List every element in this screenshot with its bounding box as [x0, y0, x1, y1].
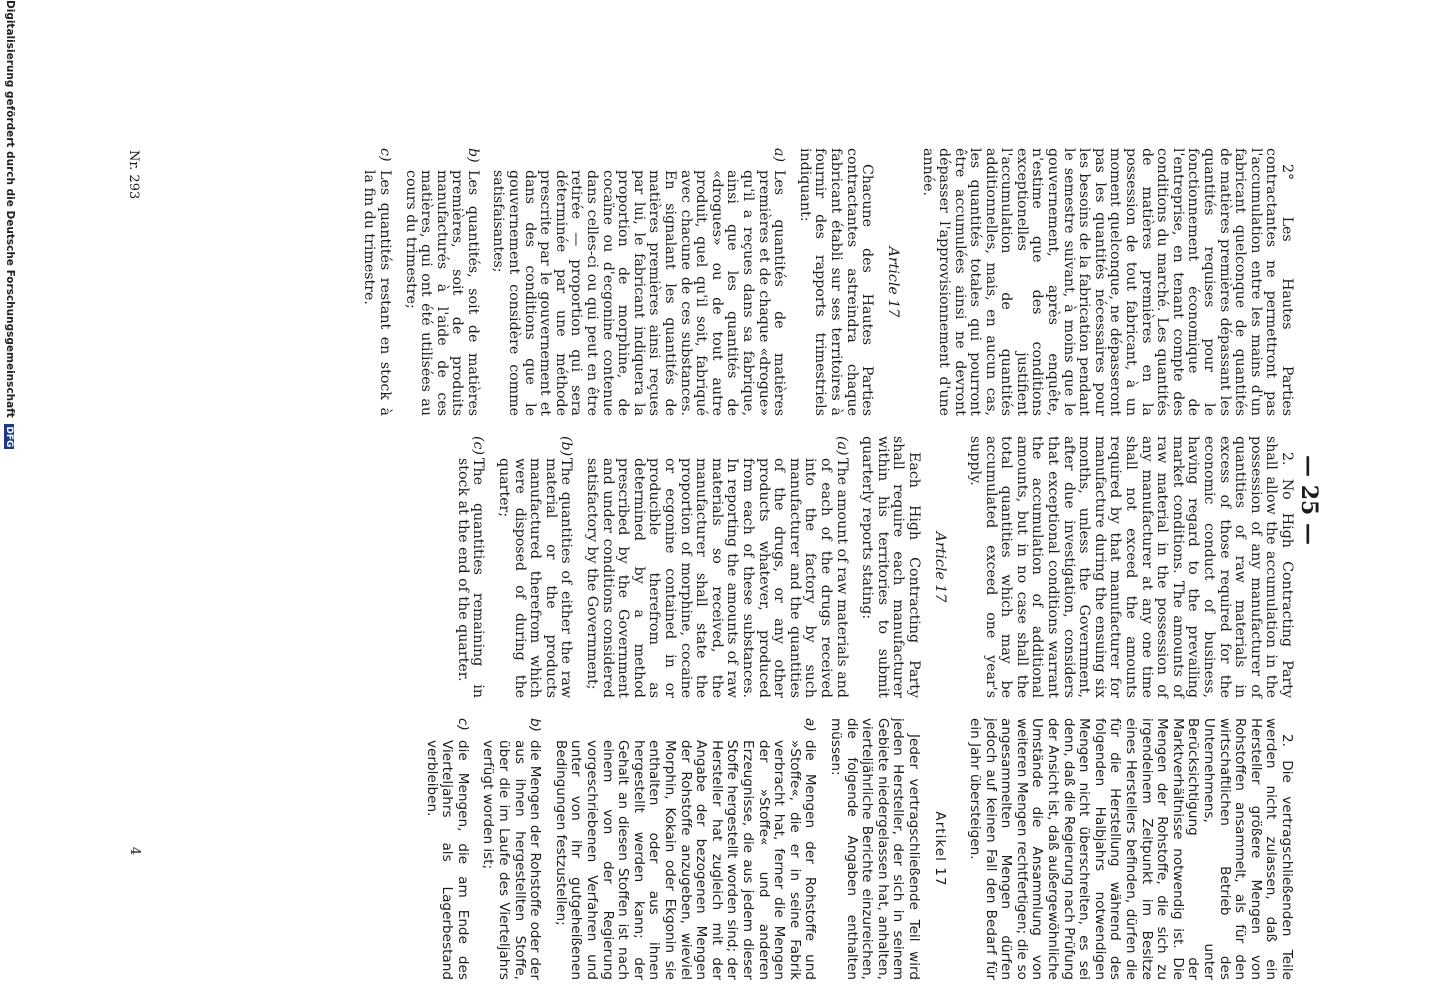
item-label: b) — [527, 718, 544, 732]
german-column — [423, 718, 1294, 980]
item-text: Les quantités de matières premières et de chaque «drogue» qu'il a reçues dans sa fabrique, ainsi que les quantités de «drogues» ou de tout autre produit, quel qu'il soit, fabriqué avec chacune de ces substances. En signalant les quantités de matières premières ainsi reçues par lui, le fabricant indiquera la proportion de morphine, de cocaïne ou d'ecgonine contenue dans celles-ci ou qui peut en être retirée — proportion qui sera déterminée par une méthode prescrite par le gouvernement et dans des conditions que le gouvernement considère comme satisfaisantes; — [490, 170, 788, 416]
item-label: b) — [464, 148, 481, 163]
item-label: a) — [771, 148, 788, 162]
item-text: Les quantités restant en stock à la fin du trimestre. — [361, 170, 393, 416]
german-article-intro: Jeder vertragschließende Teil wird jeden Hersteller, der sich in seinem Gebiete niedergelassen hat, anhalten, vierteljährliche Berichte einzureichen, die folgende Angaben enthalten müssen: — [827, 718, 922, 980]
item-label: (a) — [833, 436, 850, 456]
item-label: c) — [376, 148, 393, 162]
french-item-c — [361, 148, 392, 416]
item-text: die Mengen der Rohstoffe oder der aus ihnen hergestellten Stoffe, über die im Laufe des Vierteljahrs verfügt worden ist; — [480, 740, 544, 980]
credit-text: Digitalisierung gefördert durch die Deutsche Forschungsgemeinschaft — [4, 0, 16, 418]
item-text: The amount of raw materials and of each of the drugs received into the factory by such manufacturer and the quantities of the drugs, or any other products whatever, produced from each of these substances. In reporting the amounts of raw materials so received, the manufacturer shall state the proportion of morphine, cocaine or ecgonine contained in or producible therefrom as determined by a method prescribed by the Government and under conditions considered satisfactory by the Government; — [584, 458, 850, 698]
german-item-b — [480, 718, 542, 980]
item-label: (b) — [558, 436, 575, 457]
item-text: die Mengen, die am Ende des Vierteljahrs als Lagerbestand verbleiben. — [423, 740, 471, 980]
german-paragraph-2: 2. Die vertragschließenden Teile werden nicht zulassen, daß ein Hersteller größere Mengen von Rohstoffen ansammelt, als für den wirtschaftlichen Betrieb des Unternehmens, unter Berücksichtigung der Marktverhältnisse notwendig ist. Die Mengen der Rohstoffe, die sich zu irgendeinem Zeitpunkt im Besitze eines Herstellers befinden, dürfen die für die Herstellung während des folgenden Halbjahrs notwendigen Mengen nicht überschreiten, es sei denn, daß die Regierung nach Prüfung der Ansicht ist, daß außergewöhnliche Umstände die Ansammlung von weiteren Mengen rechtfertigen; die so angesammelten Mengen dürfen jedoch auf keinen Fall den Bedarf für ein Jahr übersteigen. — [967, 718, 1295, 980]
english-item-a — [583, 436, 848, 698]
item-text: die Mengen der Rohstoffe und »Stoffe«, die er in seine Fabrik verbracht hat, ferner die Mengen der »Stoffe« und anderen Erzeugnisse, die aus jedem dieser Stoffe hergestellt worden sind; der Hersteller hat zugleich mit der Angabe der bezogenen Mengen der Rohstoffe anzugeben, wieviel Morphin, Kokain oder Ekgonin sie enthalten oder aus ihnen hergestellt werden kann; der Gehalt an diesen Stoffen ist nach einem von der Regierung vorgeschriebenen Verfahren und unter von ihr gutgeheißenen Bedingungen festzustellen; — [552, 740, 819, 980]
dfg-logo: DFG — [4, 426, 14, 448]
item-label: a) — [802, 718, 819, 732]
item-text: Les quantités, soit de matières premières, soit de produits manufacturés à l'aide de ces matières, qui ont été utilisées au cours du trimestre; — [402, 170, 481, 416]
french-article-intro: Chacune des Hautes Parties contractantes astreindra chaque fabricant établi sur ses territoires à fournir des rapports trimestriels indiquant: — [796, 148, 876, 416]
item-text: The quantities remaining in stock at the end of the quarter. — [454, 458, 487, 698]
french-item-b — [402, 148, 480, 416]
english-item-c — [454, 436, 485, 698]
english-item-b — [496, 436, 574, 698]
digitization-credit — [4, 0, 16, 1000]
french-footer: Nr. 293 — [126, 150, 141, 200]
english-column — [454, 436, 1294, 698]
german-footer: 4 — [127, 846, 142, 856]
english-paragraph-2: 2. No High Contracting Party shall allow the accumulation in the possession of any manufacturer of quantities of raw materials in excess of those required for the economic conduct of business, having regard to the prevailing market conditions. The amounts of raw material in the possession of any manufacturer at any one time shall not exceed the amounts required by that manufacturer for manufacture during the ensuing six months, unless the Government, after due investigation, considers that exceptional conditions warrant the accumulation of additional amounts, but in no case shall the total quantities which may be accumulated exceed one year's supply. — [967, 436, 1295, 698]
english-article-heading: Article 17 — [931, 531, 948, 603]
french-paragraph-2: 2° Les Hautes Parties contractantes ne permettront pas l'accumulation entre les mains d'un fabricant quelconque de quantités de matières premières dépassant les quantités requises pour le fonctionnement économique de l'entreprise, en tenant compte des conditions du marché. Les quantités de matières premières en la possession de tout fabricant, à un moment quelconque, ne dépasseront pas les quantités nécessaires pour les besoins de la fabrication pendant le semestre suivant, à moins que le gouvernement, après enquête, n'estime que des conditions exceptionelles justifient l'accumulation de quantités additionnelles, mais, en aucun cas, les quantités totales qui pourront être accumulées ainsi ne devront dépasser l'approvisionnement d'une année. — [920, 148, 1295, 416]
german-article-heading: Artikel 17 — [931, 811, 948, 887]
item-label: (c) — [470, 436, 487, 456]
french-column — [361, 148, 1294, 416]
german-item-a — [552, 718, 817, 980]
french-item-a — [490, 148, 786, 416]
german-item-c — [423, 718, 470, 980]
item-label: c) — [454, 718, 471, 731]
french-article-heading: Article 17 — [884, 246, 901, 318]
english-article-intro: Each High Contracting Party shall require each manufacturer within his territories to submit quarterly reports stating: — [859, 436, 922, 698]
page-number: — 25 — — [1296, 455, 1322, 545]
item-text: The quantities of either the raw material or the products manufactured therefrom which were disposed of during the quarter; — [496, 458, 575, 698]
